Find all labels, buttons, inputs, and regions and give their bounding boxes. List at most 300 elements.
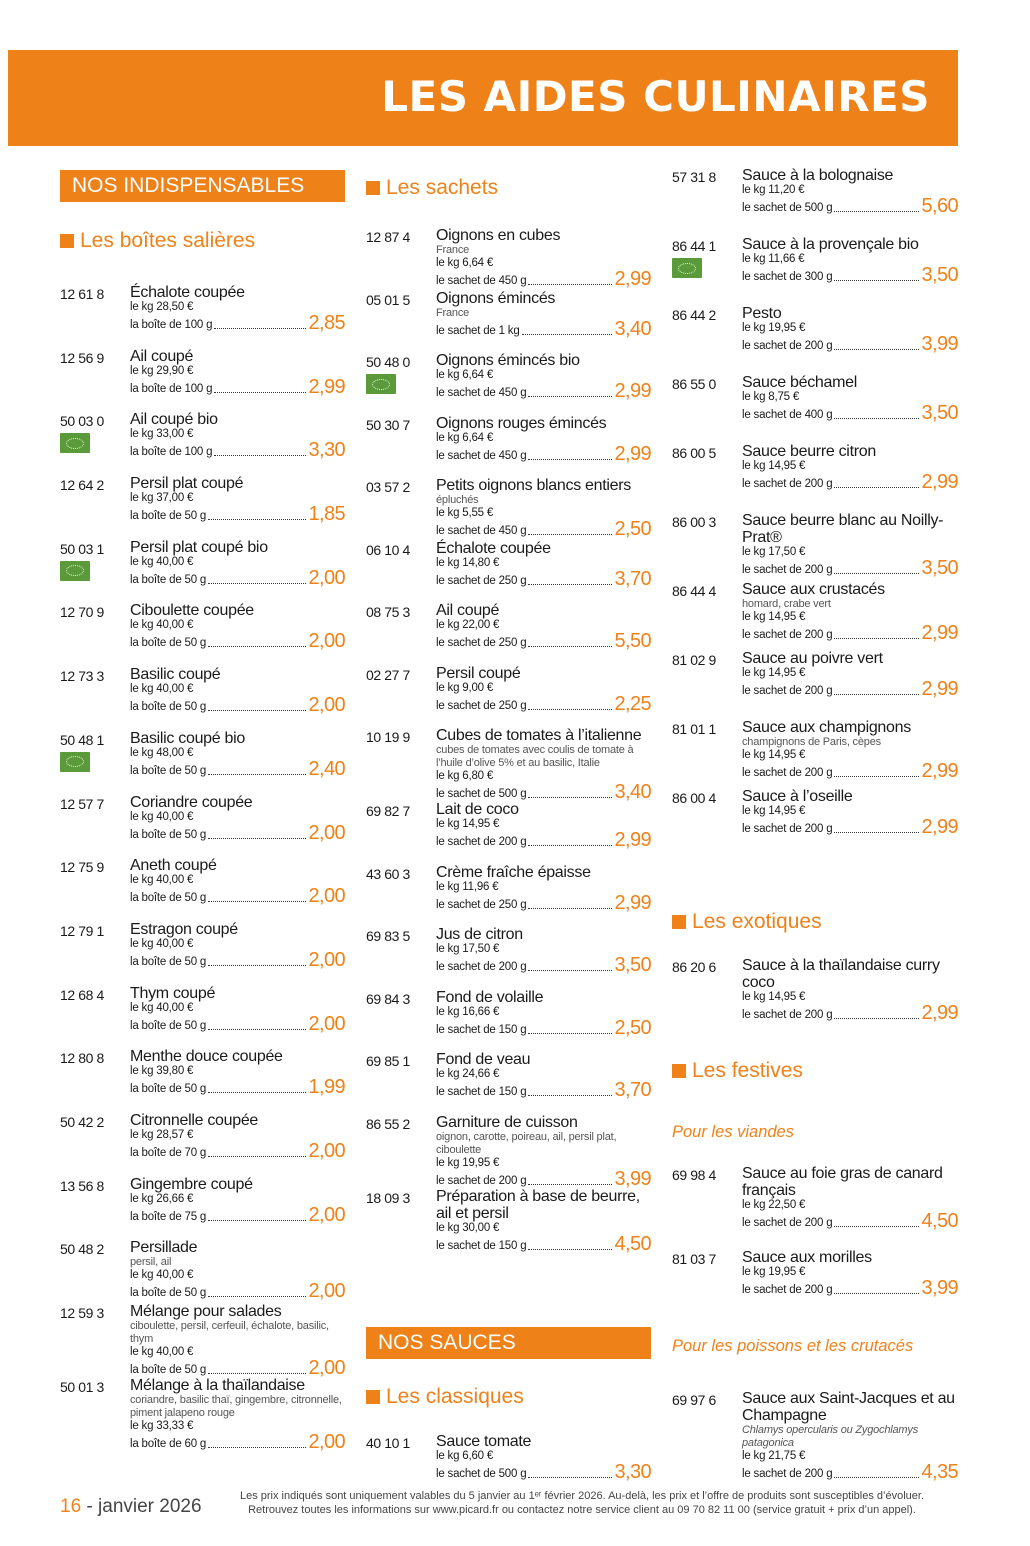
price-per-kg: le kg 6,64 €	[436, 369, 494, 381]
product-price: 5,50	[614, 630, 651, 652]
product-item	[60, 284, 345, 348]
product-content	[742, 788, 958, 836]
product-name: Oignons rouges émincés	[436, 414, 607, 432]
price-line	[436, 442, 651, 465]
product-price: 3,70	[614, 567, 651, 590]
price-per-kg: le kg 24,66 €	[436, 1068, 500, 1080]
price-line	[436, 831, 651, 849]
dotted-leader	[208, 774, 306, 775]
product-content	[130, 602, 345, 653]
dotted-leader	[208, 838, 306, 839]
product-content	[436, 1188, 651, 1253]
product-item	[672, 374, 958, 443]
product-description: champignons de Paris, cèpes	[742, 736, 881, 748]
product-content	[130, 1239, 345, 1303]
price-per-kg: le kg 16,66 €	[436, 1005, 500, 1018]
price-per-kg: le kg 28,57 €	[130, 1128, 194, 1141]
product-item	[366, 1114, 651, 1188]
section-header-indispensables: NOS INDISPENSABLES	[60, 170, 345, 202]
price-per-kg: le kg 19,95 €	[742, 322, 806, 334]
product-name: Crème fraîche épaisse	[436, 863, 591, 881]
price-line	[742, 680, 958, 698]
dotted-leader	[528, 1033, 612, 1034]
package-label: le sachet de 150 g	[436, 1023, 527, 1036]
dotted-leader	[834, 832, 919, 833]
product-content	[130, 1048, 345, 1099]
package-label: le sachet de 150 g	[436, 1239, 527, 1252]
price-line	[742, 404, 958, 422]
dotted-leader	[528, 459, 612, 460]
product-code: 86 00 3	[672, 514, 716, 530]
price-line	[742, 762, 958, 780]
product-content	[436, 1433, 651, 1481]
package-label: la boîte de 50 g	[130, 892, 207, 905]
product-description: homard, crabe vert	[742, 598, 831, 610]
product-content	[130, 794, 345, 842]
product-code: 50 48 1	[60, 731, 104, 748]
product-price: 2,99	[921, 678, 958, 700]
price-line	[130, 1433, 345, 1451]
product-name: Basilic coupé	[130, 666, 221, 684]
product-name: Fond de veau	[436, 1051, 531, 1068]
dotted-leader	[834, 418, 919, 419]
dotted-leader	[208, 1156, 306, 1157]
package-label: la boîte de 60 g	[130, 1438, 207, 1450]
product-price: 2,85	[308, 312, 345, 334]
price-line	[436, 382, 651, 400]
dotted-leader	[528, 584, 612, 585]
price-line	[130, 757, 345, 780]
price-per-kg: le kg 33,33 €	[130, 1420, 194, 1432]
price-line	[130, 694, 345, 717]
price-line	[436, 567, 651, 590]
product-name: Fond de volaille	[436, 988, 544, 1006]
product-content	[742, 443, 958, 491]
product-item	[366, 1188, 651, 1253]
product-name: Préparation à base de beurre, ail et persil	[436, 1187, 640, 1222]
bio-label-icon	[60, 433, 90, 453]
dotted-leader	[528, 396, 612, 397]
price-per-kg: le kg 40,00 €	[130, 619, 194, 632]
product-name: Mélange à la thaïlandaise	[130, 1377, 305, 1394]
dotted-leader	[528, 709, 612, 710]
product-code: 12 61 8	[60, 286, 104, 302]
column-poissons	[672, 1333, 958, 1481]
product-name: Sauce au foie gras de canard français	[742, 1165, 943, 1199]
product-name: Ciboulette coupée	[130, 602, 254, 620]
product-code: 50 42 2	[60, 1113, 104, 1130]
page-number	[60, 1496, 202, 1518]
product-item	[366, 727, 651, 801]
product-name: Sauce béchamel	[742, 374, 857, 391]
product-content	[742, 650, 958, 698]
product-code: 12 59 3	[60, 1305, 104, 1321]
package-label: le sachet de 500 g	[436, 1468, 527, 1480]
price-line	[436, 317, 651, 340]
product-item	[60, 539, 345, 603]
product-price: 2,00	[308, 1012, 345, 1035]
product-content	[130, 1303, 345, 1377]
product-code: 81 02 9	[672, 652, 716, 668]
product-content	[742, 1249, 958, 1297]
product-price: 2,99	[614, 829, 651, 851]
dotted-leader	[834, 487, 919, 488]
package-label: la boîte de 100 g	[130, 382, 213, 395]
product-name: Sauce tomate	[436, 1433, 532, 1450]
product-price: 2,50	[614, 518, 651, 540]
product-name: Sauce beurre blanc au Noilly-Prat®	[742, 512, 944, 546]
product-code: 40 10 1	[366, 1435, 410, 1451]
product-content	[436, 540, 651, 588]
product-content	[130, 985, 345, 1033]
subheader-festives	[672, 1056, 958, 1086]
product-name: Gingembre coupé	[130, 1175, 253, 1193]
bio-label-icon	[672, 258, 702, 278]
product-name: Sauce aux crustacés	[742, 581, 885, 598]
product-price: 3,50	[921, 264, 958, 286]
product-item	[60, 666, 345, 730]
dotted-leader	[208, 583, 306, 584]
product-name: Basilic coupé bio	[130, 729, 245, 747]
product-price: 2,99	[921, 816, 958, 838]
price-per-kg: le kg 19,95 €	[742, 1266, 806, 1278]
price-per-kg: le kg 21,75 €	[742, 1450, 806, 1462]
column-indispensables	[60, 170, 345, 1451]
dotted-leader	[528, 1477, 612, 1478]
column-sachets	[366, 173, 651, 1253]
price-per-kg: le kg 37,00 €	[130, 492, 194, 505]
dotted-leader	[834, 776, 919, 777]
product-price: 2,00	[308, 694, 345, 717]
price-line	[436, 1016, 651, 1039]
product-code: 69 98 4	[672, 1167, 716, 1183]
dotted-leader	[528, 845, 612, 846]
dotted-leader	[528, 1249, 612, 1250]
product-content	[742, 236, 958, 284]
subheader-label: Les boîtes salières	[80, 229, 256, 252]
product-name: Échalote coupée	[130, 284, 245, 301]
price-per-kg: le kg 40,00 €	[130, 810, 194, 823]
product-content	[436, 352, 651, 400]
price-per-kg: le kg 40,00 €	[130, 1346, 194, 1358]
product-code: 69 97 6	[672, 1392, 716, 1408]
subheader-label: Les exotiques	[692, 910, 822, 933]
product-price: 4,50	[614, 1232, 651, 1255]
price-line	[742, 559, 958, 577]
product-item	[672, 957, 958, 1023]
package-label: la boîte de 100 g	[130, 446, 213, 459]
package-label: le sachet de 250 g	[436, 574, 527, 587]
dotted-leader	[208, 1447, 306, 1448]
price-line	[130, 1139, 345, 1162]
product-content	[130, 921, 345, 969]
product-item	[60, 1377, 345, 1451]
product-name: Sauce à la thaïlandaise curry coco	[742, 957, 940, 991]
price-line	[130, 885, 345, 908]
product-content	[436, 989, 651, 1037]
product-price: 3,30	[614, 1461, 651, 1483]
price-line	[436, 956, 651, 974]
column-festives	[672, 1056, 958, 1333]
product-content	[742, 512, 958, 577]
price-per-kg: le kg 14,95 €	[742, 991, 806, 1003]
product-item	[60, 921, 345, 985]
product-name: Persillade	[130, 1239, 198, 1257]
product-content	[436, 227, 651, 288]
price-per-kg: le kg 9,00 €	[436, 681, 494, 694]
product-name: Lait de coco	[436, 801, 519, 818]
product-description: coriandre, basilic thaï, gingembre, citronnelle, piment jalapeno rouge	[130, 1394, 342, 1419]
eu-leaf-icon	[66, 438, 84, 449]
price-per-kg: le kg 6,60 €	[436, 1450, 494, 1462]
dotted-leader	[528, 534, 612, 535]
square-bullet-icon	[366, 1390, 380, 1404]
product-price: 2,00	[308, 1203, 345, 1226]
price-notice	[232, 1490, 932, 1517]
price-per-kg: le kg 17,50 €	[436, 943, 500, 955]
product-content	[742, 374, 958, 422]
product-price: 2,99	[614, 891, 651, 914]
product-item	[60, 602, 345, 666]
package-label: le sachet de 200 g	[742, 823, 833, 835]
page-date: - janvier 2026	[81, 1496, 202, 1517]
dotted-leader	[528, 1095, 612, 1096]
price-per-kg: le kg 22,00 €	[436, 619, 500, 631]
dotted-leader	[834, 1477, 919, 1478]
product-content	[742, 581, 958, 642]
page-number-value: 16	[60, 1496, 82, 1517]
bio-label-icon	[366, 374, 396, 394]
product-name: Sauce à l’oseille	[742, 788, 853, 805]
product-code: 12 73 3	[60, 668, 104, 685]
product-code: 43 60 3	[366, 865, 410, 882]
product-content	[436, 864, 651, 912]
price-line	[436, 1232, 651, 1255]
product-price: 3,99	[921, 1277, 958, 1299]
item-list	[60, 284, 345, 1451]
product-content	[130, 539, 345, 587]
product-item	[366, 1051, 651, 1114]
product-name: Petits oignons blancs entiers	[436, 477, 631, 494]
price-line	[742, 1279, 958, 1297]
product-item	[366, 1433, 651, 1495]
product-price: 2,25	[614, 692, 651, 715]
product-code: 08 75 3	[366, 604, 410, 620]
package-label: le sachet de 1 kg	[436, 324, 520, 337]
product-item	[60, 1112, 345, 1176]
bio-label-icon	[60, 561, 90, 581]
subheader-label: Les sachets	[386, 176, 499, 199]
dotted-leader	[208, 1373, 306, 1374]
product-name: Sauce aux morilles	[742, 1249, 872, 1266]
package-label: la boîte de 50 g	[130, 1287, 207, 1300]
package-label: la boîte de 70 g	[130, 1146, 207, 1159]
package-label: le sachet de 450 g	[436, 387, 527, 399]
dotted-leader	[528, 797, 612, 798]
product-code: 12 64 2	[60, 477, 104, 494]
product-code: 50 48 2	[60, 1241, 104, 1258]
product-price: 3,70	[614, 1079, 651, 1101]
title-banner	[8, 50, 958, 146]
dotted-leader	[214, 455, 306, 456]
product-name: Sauce aux Saint-Jacques et au Champagne	[742, 1390, 955, 1424]
price-per-kg: le kg 11,20 €	[742, 184, 805, 196]
dotted-leader	[208, 519, 306, 520]
product-code: 06 10 4	[366, 541, 410, 558]
product-price: 3,50	[614, 954, 651, 976]
package-label: le sachet de 200 g	[742, 1009, 833, 1021]
price-per-kg: le kg 40,00 €	[130, 683, 194, 696]
product-name: Thym coupé	[130, 984, 216, 1002]
product-name: Oignons en cubes	[436, 227, 561, 244]
product-item	[672, 788, 958, 857]
product-code: 69 83 5	[366, 928, 410, 944]
package-label: le sachet de 200 g	[742, 478, 833, 490]
product-code: 50 48 0	[366, 354, 410, 370]
product-name: Persil plat coupé	[130, 475, 244, 493]
product-description: France	[436, 244, 470, 256]
product-name: Garniture de cuisson	[436, 1113, 578, 1131]
label-pour-les-viandes: Pour les viandes	[672, 1123, 794, 1141]
product-price: 2,99	[921, 760, 958, 782]
product-item	[366, 926, 651, 989]
product-name: Estragon coupé	[130, 920, 238, 938]
product-code: 12 70 9	[60, 604, 104, 621]
product-item	[672, 167, 958, 236]
product-item	[672, 719, 958, 788]
subheader-boites-salieres	[60, 226, 345, 256]
package-label: le sachet de 200 g	[742, 340, 833, 352]
dotted-leader	[528, 646, 612, 647]
product-item	[60, 1048, 345, 1112]
eu-leaf-icon	[66, 565, 84, 576]
package-label: le sachet de 500 g	[436, 788, 527, 800]
price-line	[436, 1167, 651, 1190]
product-item	[366, 540, 651, 603]
price-line	[742, 1004, 958, 1022]
product-price: 2,99	[614, 380, 651, 402]
product-code: 03 57 2	[366, 479, 410, 495]
product-price: 2,00	[308, 948, 345, 971]
product-code: 10 19 9	[366, 729, 410, 745]
price-per-kg: le kg 5,55 €	[436, 507, 494, 519]
product-price: 2,00	[308, 1139, 345, 1162]
product-code: 02 27 7	[366, 666, 410, 683]
product-price: 2,00	[308, 1431, 345, 1453]
package-label: le sachet de 200 g	[436, 961, 527, 973]
price-line	[130, 821, 345, 844]
product-item	[60, 794, 345, 858]
price-line	[742, 473, 958, 491]
product-price: 2,50	[614, 1016, 651, 1039]
product-price: 3,99	[614, 1167, 651, 1190]
product-item	[60, 1239, 345, 1303]
product-name: Oignons émincés	[436, 289, 556, 307]
product-code: 12 75 9	[60, 859, 104, 876]
product-price: 2,99	[614, 442, 651, 465]
product-code: 86 55 0	[672, 376, 716, 392]
product-code: 86 00 5	[672, 445, 716, 461]
dotted-leader	[834, 638, 919, 639]
package-label: la boîte de 50 g	[130, 637, 207, 650]
product-code: 69 85 1	[366, 1053, 410, 1069]
product-item	[366, 227, 651, 290]
product-code: 81 01 1	[672, 721, 716, 737]
eu-leaf-icon	[66, 756, 84, 767]
package-label: la boîte de 50 g	[130, 1019, 207, 1032]
price-line	[742, 818, 958, 836]
product-name: Coriandre coupée	[130, 793, 253, 811]
package-label: la boîte de 50 g	[130, 828, 207, 841]
product-price: 2,00	[308, 821, 345, 844]
product-code: 81 03 7	[672, 1251, 716, 1267]
product-content	[130, 284, 345, 332]
price-line	[436, 520, 651, 538]
product-price: 2,00	[308, 566, 345, 589]
package-label: le sachet de 200 g	[742, 685, 833, 697]
product-item	[366, 801, 651, 864]
product-code: 12 68 4	[60, 986, 104, 1003]
package-label: la boîte de 75 g	[130, 1210, 207, 1223]
product-name: Persil plat coupé bio	[130, 538, 268, 556]
product-price: 2,99	[921, 622, 958, 644]
dotted-leader	[528, 1184, 612, 1185]
dotted-leader	[528, 908, 612, 909]
product-name: Jus de citron	[436, 926, 523, 943]
product-name: Mélange pour salades	[130, 1303, 282, 1320]
product-content	[742, 167, 958, 215]
price-per-kg: le kg 14,80 €	[436, 556, 500, 569]
price-line	[130, 439, 345, 462]
product-name: Ail coupé bio	[130, 411, 218, 429]
product-price: 3,40	[614, 317, 651, 340]
price-per-kg: le kg 14,95 €	[742, 805, 806, 817]
product-item	[60, 985, 345, 1049]
package-label: le sachet de 150 g	[436, 1086, 527, 1098]
product-content	[436, 926, 651, 974]
package-label: le sachet de 400 g	[742, 409, 833, 421]
product-price: 3,30	[308, 439, 345, 462]
package-label: le sachet de 200 g	[742, 629, 833, 641]
product-code: 13 56 8	[60, 1177, 104, 1194]
label-pour-les-poissons: Pour les poissons et les crutacés	[672, 1337, 914, 1355]
price-per-kg: le kg 39,80 €	[130, 1065, 194, 1078]
price-line	[742, 624, 958, 642]
eu-leaf-icon	[372, 379, 390, 390]
price-line	[436, 1081, 651, 1099]
price-per-kg: le kg 17,50 €	[742, 546, 806, 558]
dotted-leader	[528, 284, 612, 285]
product-content	[436, 801, 651, 849]
price-per-kg: le kg 22,50 €	[742, 1199, 806, 1211]
product-price: 4,35	[921, 1461, 958, 1483]
price-line	[130, 566, 345, 589]
price-line	[130, 503, 345, 526]
product-item	[60, 348, 345, 412]
product-name: Menthe douce coupée	[130, 1048, 283, 1066]
product-item	[366, 290, 651, 353]
dotted-leader	[834, 1226, 919, 1227]
product-content	[742, 1390, 958, 1481]
dotted-leader	[834, 694, 919, 695]
product-price: 2,99	[921, 471, 958, 493]
product-item	[60, 475, 345, 539]
package-label: le sachet de 450 g	[436, 525, 527, 537]
subheader-label: Les festives	[692, 1059, 803, 1082]
package-label: le sachet de 450 g	[436, 275, 527, 287]
package-label: le sachet de 200 g	[742, 1217, 833, 1229]
package-label: le sachet de 200 g	[436, 1174, 527, 1187]
